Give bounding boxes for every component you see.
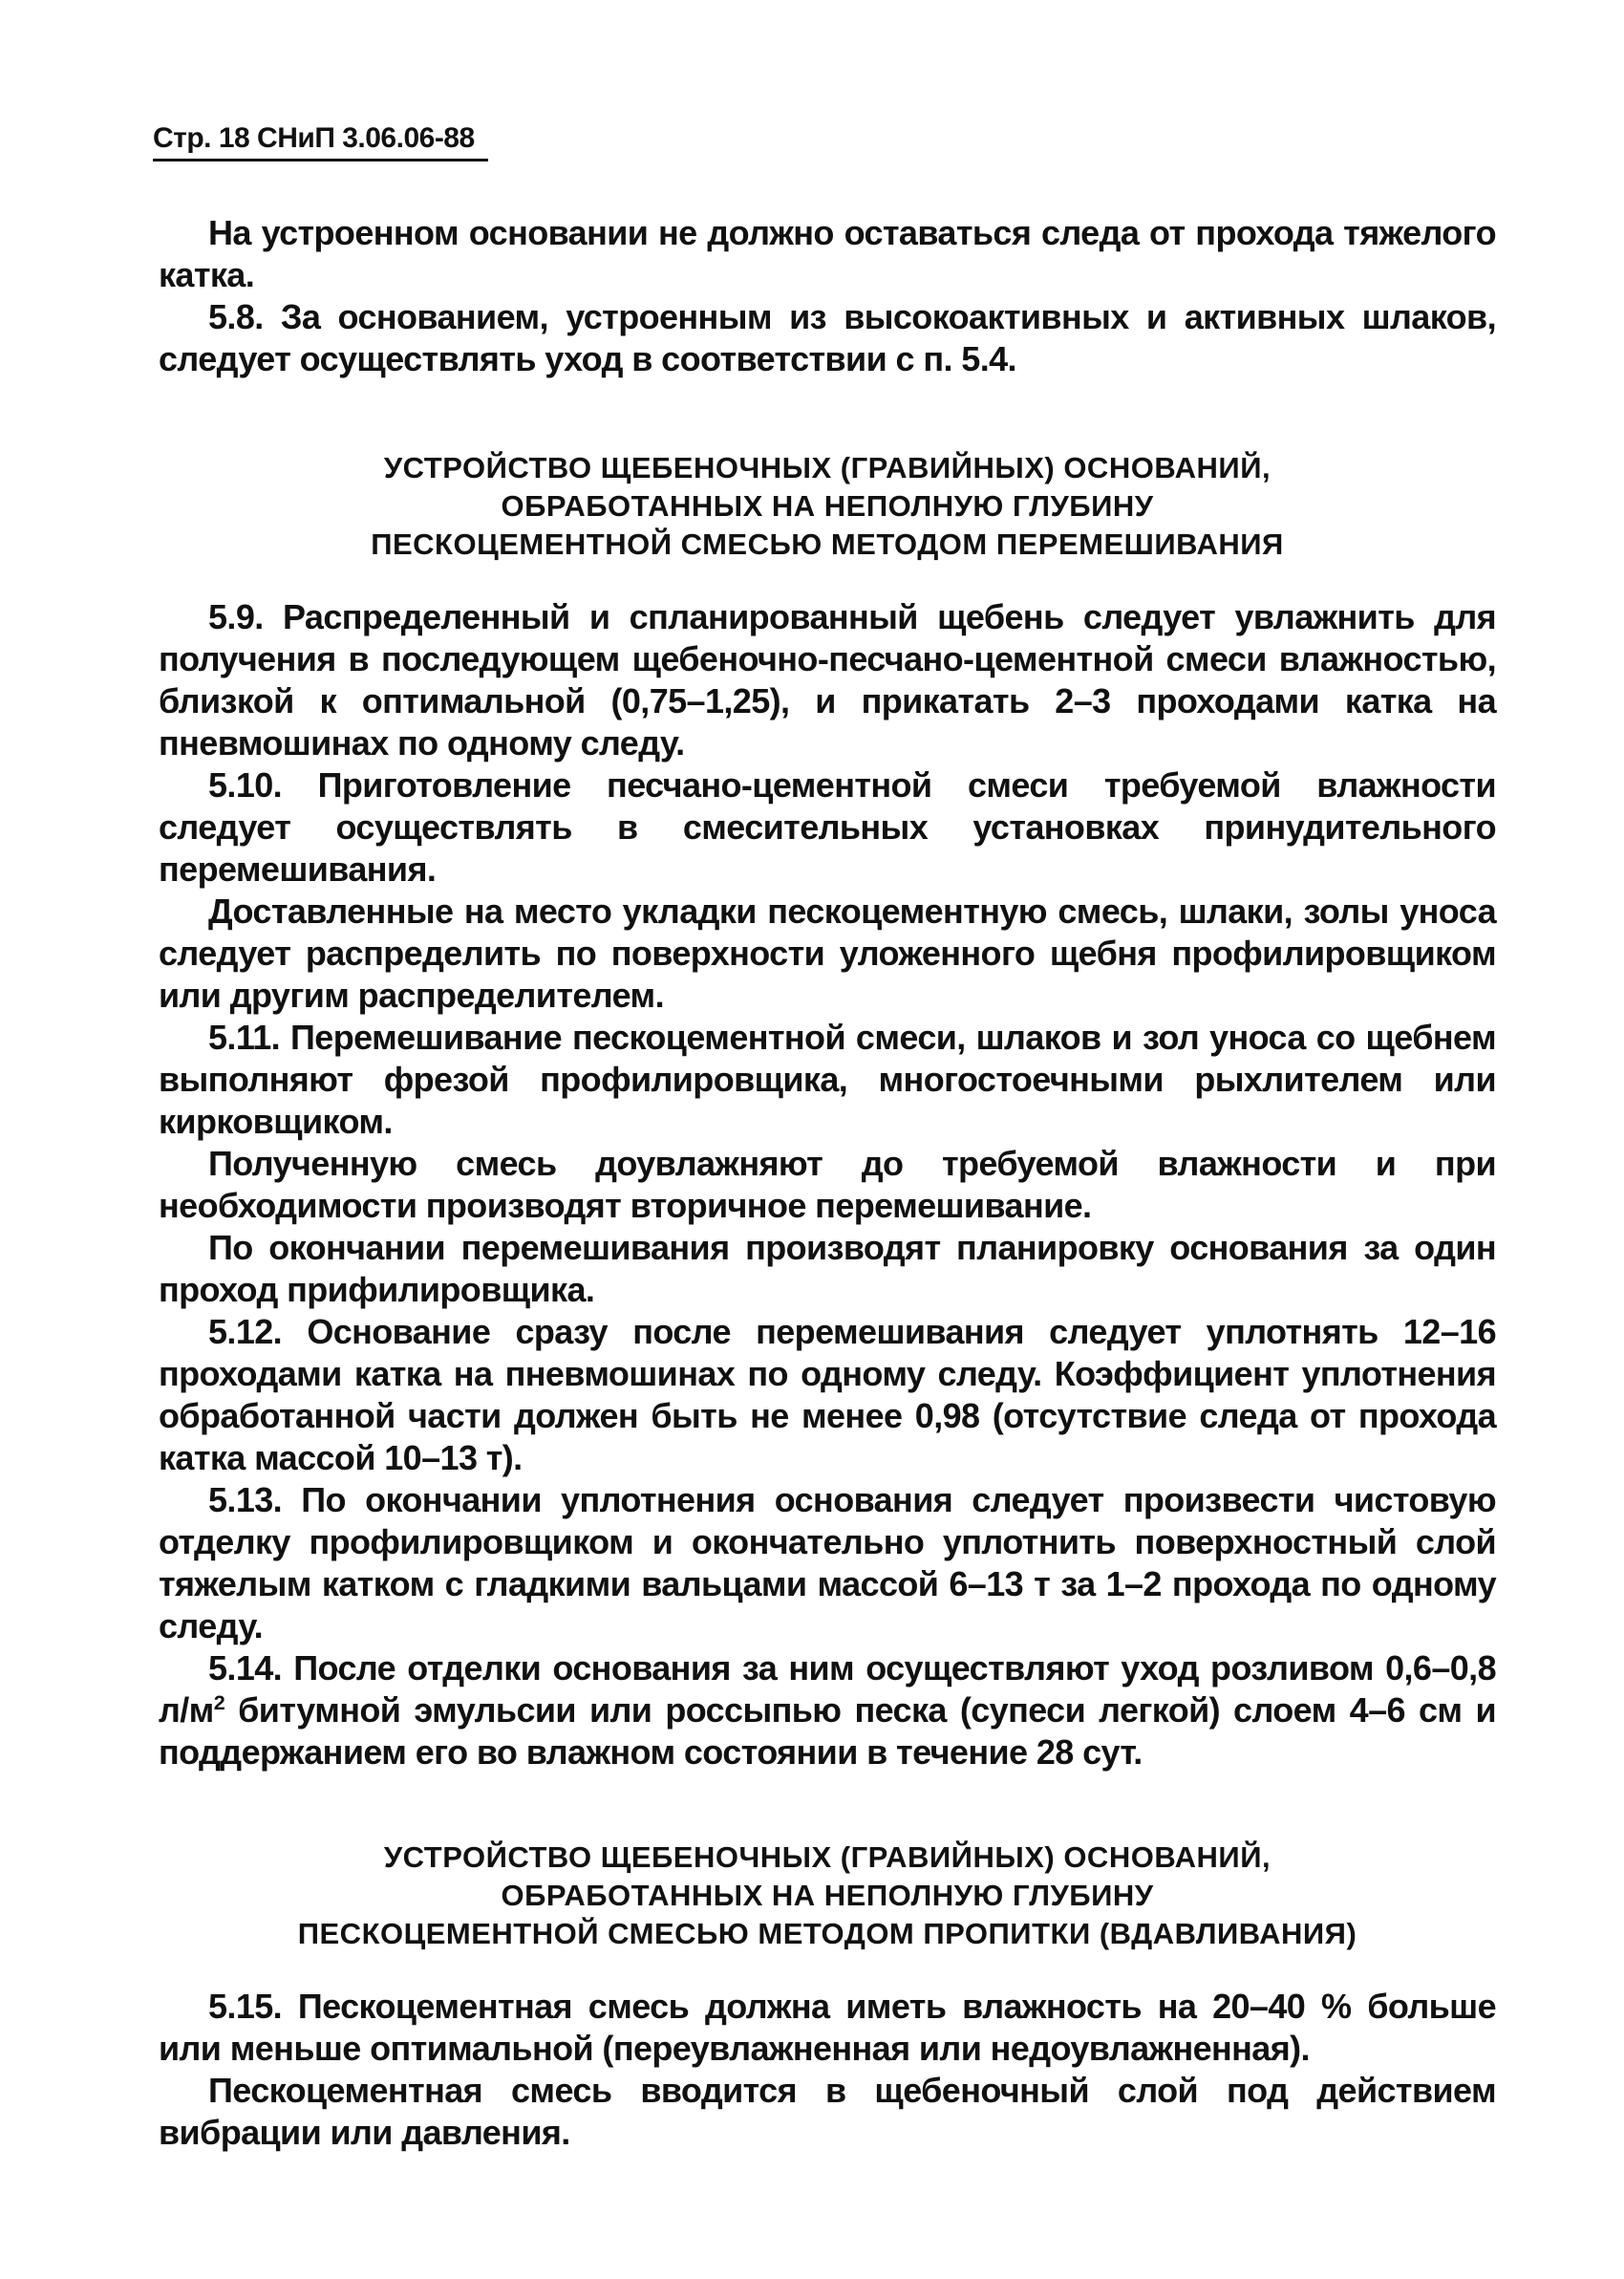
paragraph-text: Пескоцементная смесь должна иметь влажность на 20–40 % больше или меньше оптимальной (переувлажненная или недоувлажненная). [159,1987,1497,2068]
clause-number: 5.14. [208,1648,283,1688]
heading-line: ОБРАБОТАННЫХ НА НЕПОЛНУЮ ГЛУБИНУ [501,1879,1154,1912]
document-body [159,212,1496,2154]
clause-number: 5.12. [208,1312,283,1351]
paragraph-text: На устроенном основании не должно оставаться следа от прохода тяжелого катка. [159,213,1496,294]
paragraph-5-15 [159,1986,1496,2070]
heading-line: УСТРОЙСТВО ЩЕБЕНОЧНЫХ (ГРАВИЙНЫХ) ОСНОВАНИЙ, [383,451,1271,484]
paragraph-text: Распределенный и спланированный щебень следует увлажнить для получения в последующем щебеночно-песчано-цементной смеси влажностью, близкой к оптимальной (0,75–1,25), и прикатать 2–3 проходами катка на пневмошинах по одному следу. [159,597,1496,763]
section-heading-impregnation [159,1838,1496,1953]
clause-number: 5.9. [208,597,264,636]
paragraph-text: По окончании уплотнения основания следует произвести чистовую отделку профилировщиком и окончательно уплотнить поверхностный слой тяжелым катком с гладкими вальцами массой 6–13 т за 1–2 прохода по одному следу. [159,1480,1496,1645]
paragraph-5-13 [159,1479,1496,1647]
paragraph-5-14 [159,1647,1496,1774]
clause-number: 5.10. [208,765,283,805]
clause-number: 5.13. [208,1480,283,1519]
paragraph-text: По окончании перемешивания производят планировку основания за один проход прифилировщика. [159,1228,1496,1309]
paragraph-text: После отделки основания за ним осуществляют уход розливом 0,6–0,8 л/м [159,1648,1497,1730]
paragraph-text: Основание сразу после перемешивания следует уплотнять 12–16 проходами катка на пневмошинах по одному следу. Коэффициент уплотнения обработанной части должен быть не менее 0,98 (отсутствие следа от прохода катка массой 10–13 т). [159,1312,1496,1477]
paragraph-text: Приготовление песчано-цементной смеси требуемой влажности следует осуществлять в смесительных установках принудительного перемешивания. [159,765,1496,889]
paragraph-text: битумной эмульсии или россыпью песка (супеси легкой) слоем 4–6 см и поддержанием его во влажном состоянии в течение 28 сут. [159,1690,1496,1772]
clause-number: 5.8. [208,297,264,336]
paragraph-text: За основанием, устроенным из высокоактивных и активных шлаков, следует осуществлять уход в соответствии с п. 5.4. [159,297,1496,378]
clause-number: 5.15. [208,1987,283,2026]
heading-line: УСТРОЙСТВО ЩЕБЕНОЧНЫХ (ГРАВИЙНЫХ) ОСНОВАНИЙ, [383,1840,1271,1874]
heading-line: ПЕСКОЦЕМЕНТНОЙ СМЕСЬЮ МЕТОДОМ ПРОПИТКИ (ВДАВЛИВАНИЯ) [297,1917,1357,1950]
paragraph-5-11-cont2 [159,1227,1496,1311]
paragraph-text: Полученную смесь доувлажняют до требуемой влажности и при необходимости производят вторичное перемешивание. [159,1144,1496,1225]
clause-number: 5.11. [208,1018,281,1057]
paragraph-5-11 [159,1017,1496,1143]
paragraph-text: Доставленные на место укладки пескоцементную смесь, шлаки, золы уноса следует распределить по поверхности уложенного щебня профилировщиком или другим распределителем. [159,892,1496,1015]
paragraph-continuation [159,212,1496,296]
superscript: 2 [213,1690,225,1714]
paragraph-5-10 [159,764,1496,891]
paragraph-5-10-cont [159,891,1496,1017]
running-header: Стр. 18 СНиП 3.06.06-88 [153,122,488,161]
paragraph-5-11-cont [159,1143,1496,1227]
paragraph-5-15-cont [159,2070,1496,2154]
paragraph-5-8 [159,296,1496,380]
paragraph-5-12 [159,1311,1496,1479]
section-heading-mixing [159,449,1496,564]
heading-line: ОБРАБОТАННЫХ НА НЕПОЛНУЮ ГЛУБИНУ [501,489,1154,523]
heading-line: ПЕСКОЦЕМЕНТНОЙ СМЕСЬЮ МЕТОДОМ ПЕРЕМЕШИВАНИЯ [371,527,1284,561]
paragraph-text: Перемешивание пескоцементной смеси, шлаков и зол уноса со щебнем выполняют фрезой профилировщика, многостоечными рыхлителем или кирковщиком. [159,1018,1496,1141]
paragraph-text: Пескоцементная смесь вводится в щебеночный слой под действием вибрации или давления. [159,2071,1496,2152]
paragraph-5-9 [159,596,1496,764]
